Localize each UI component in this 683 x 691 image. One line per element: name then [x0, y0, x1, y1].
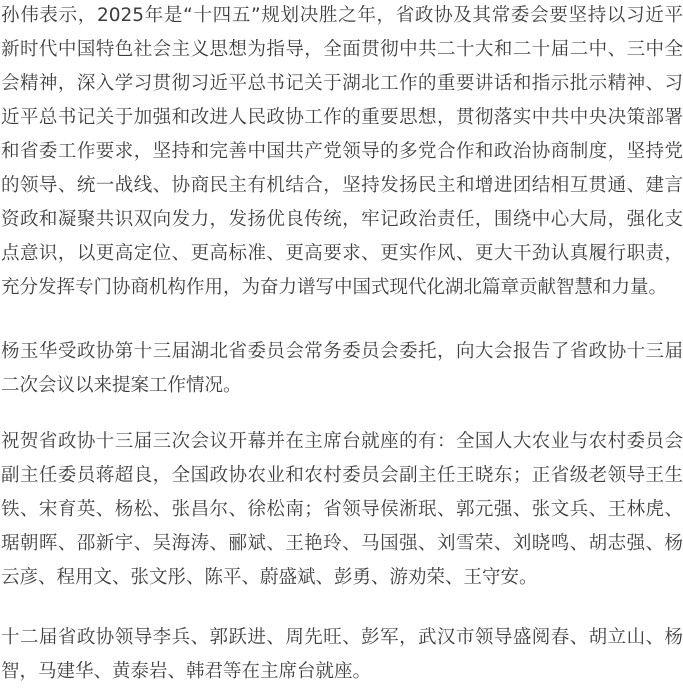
text-line: 铁、宋育英、杨松、张昌尔、徐松南；省领导侯淅珉、郭元强、张文兵、王林虎、 [1, 499, 683, 520]
text-line: 和省委工作要求，坚持和完善中国共产党领导的多党合作和政治协商制度，坚持党 [1, 141, 683, 162]
text-line: 云彦、程用文、张文彤、陈平、蔚盛斌、彭勇、游劝荣、王守安。 [1, 567, 538, 588]
text-line: 会精神，深入学习贯彻习近平总书记关于湖北工作的重要讲话和指示批示精神、习 [1, 73, 683, 94]
text-line: 琚朝晖、邵新宇、吴海涛、郦斌、王艳玲、马国强、刘雪荣、刘晓鸣、胡志强、杨 [1, 533, 683, 554]
text-line: 副主任委员蒋超良，全国政协农业和农村委员会副主任王晓东；正省级老领导王生 [1, 465, 683, 486]
text-line: 祝贺省政协十三届三次会议开幕并在主席台就座的有：全国人大农业与农村委员会 [1, 431, 683, 452]
text-line: 杨玉华受政协第十三届湖北省委员会常务委员会委托，向大会报告了省政协十三届 [1, 341, 683, 362]
text-line: 资政和凝聚共识双向发力，发扬优良传统，牢记政治责任，围绕中心大局，强化支 [1, 209, 683, 230]
text-line: 新时代中国特色社会主义思想为指导，全面贯彻中共二十大和二十届二中、三中全 [1, 39, 683, 60]
text-line: 孙伟表示，2025年是“十四五”规划决胜之年，省政协及其常委会要坚持以习近平 [1, 5, 683, 26]
text-line: 点意识，以更高定位、更高标准、更高要求、更实作风、更大干劲认真履行职责， [1, 243, 683, 264]
text-line: 充分发挥专门协商机构作用，为奋力谱写中国式现代化湖北篇章贡献智慧和力量。 [1, 277, 668, 298]
text-line: 二次会议以来提案工作情况。 [1, 375, 242, 396]
text-line: 智，马建华、黄泰岩、韩君等在主席台就座。 [1, 661, 372, 682]
text-line: 近平总书记关于加强和改进人民政协工作的重要思想，贯彻落实中共中央决策部署 [1, 107, 683, 128]
text-line: 的领导、统一战线、协商民主有机结合，坚持发扬民主和增进团结相互贯通、建言 [1, 175, 683, 196]
text-line: 十二届省政协领导李兵、郭跃进、周先旺、彭军，武汉市领导盛阅春、胡立山、杨 [1, 627, 683, 648]
